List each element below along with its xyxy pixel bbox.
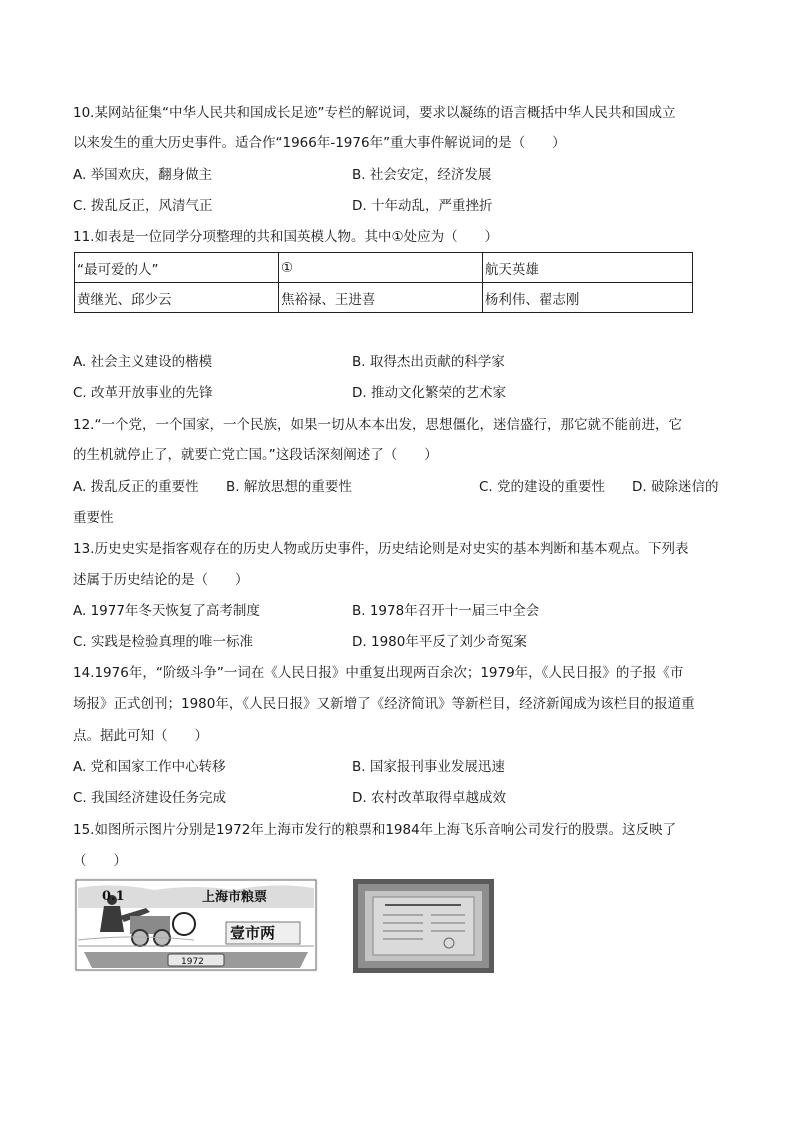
table-cell: 航天英雄	[482, 253, 692, 283]
q12-stem-line1: 12.“一个党，一个国家，一个民族，如果一切从本本出发，思想僵化，迷信盛行，那它就不能前进，它	[73, 417, 682, 433]
ticket-title: 上海市粮票	[202, 890, 268, 905]
q10-option-b[interactable]: B. 社会安定，经济发展	[352, 167, 492, 183]
table-header-row	[75, 253, 693, 283]
q11-option-a[interactable]: A. 社会主义建设的楷模	[73, 354, 213, 370]
grain-ticket-image	[74, 878, 318, 972]
q10-stem-line1: 10.某网站征集“中华人民共和国成长足迹”专栏的解说词，要求以凝练的语言概括中华人民共和国成立	[73, 105, 676, 121]
q10-option-a[interactable]: A. 举国欢庆，翻身做主	[73, 167, 213, 183]
q13-option-b[interactable]: B. 1978年召开十一届三中全会	[352, 603, 540, 619]
q14-option-a[interactable]: A. 党和国家工作中心转移	[73, 759, 226, 775]
q11-option-c[interactable]: C. 改革开放事业的先锋	[73, 385, 213, 401]
q10-option-c[interactable]: C. 拨乱反正，风清气正	[73, 198, 213, 214]
heroes-table	[74, 252, 693, 313]
q15-stem-line1: 15.如图所示图片分别是1972年上海市发行的粮票和1984年上海飞乐音响公司发行的股票。这反映了	[73, 822, 677, 838]
q11-option-b[interactable]: B. 取得杰出贡献的科学家	[352, 354, 505, 370]
q12-option-b[interactable]: B. 解放思想的重要性	[226, 479, 352, 495]
q12-option-d-tail: 重要性	[73, 510, 114, 526]
table-cell: ①	[278, 253, 482, 283]
table-cell: 黄继光、邱少云	[75, 283, 279, 313]
table-cell: “最可爱的人”	[75, 253, 279, 283]
q14-stem-line3: 点。据此可知（ ）	[73, 728, 208, 744]
q12-option-c[interactable]: C. 党的建设的重要性	[479, 479, 606, 495]
q12-option-a[interactable]: A. 拨乱反正的重要性	[73, 479, 199, 495]
table-cell: 杨利伟、翟志刚	[482, 283, 692, 313]
q10-stem-line2: 以来发生的重大历史事件。适合作“1966年-1976年”重大事件解说词的是（ ）	[73, 135, 566, 151]
q12-option-d[interactable]: D. 破除迷信的	[632, 479, 719, 495]
table-cell: 焦裕禄、王进喜	[278, 283, 482, 313]
grain-ticket-illustration	[74, 878, 318, 972]
ticket-value-mark: 0.1	[102, 889, 125, 904]
q14-option-d[interactable]: D. 农村改革取得卓越成效	[352, 790, 506, 806]
q14-option-c[interactable]: C. 我国经济建设任务完成	[73, 790, 227, 806]
table-row	[75, 283, 693, 313]
q13-stem-line1: 13.历史史实是指客观存在的历史人物或历史事件，历史结论则是对史实的基本判断和基本观点。下列表	[73, 541, 689, 557]
ticket-denomination: 壹市两	[230, 924, 276, 942]
q14-option-b[interactable]: B. 国家报刊事业发展迅速	[352, 759, 505, 775]
q13-stem-line2: 述属于历史结论的是（ ）	[73, 572, 249, 588]
q12-stem-line2: 的生机就停止了，就要亡党亡国。”这段话深刻阐述了（ ）	[73, 447, 438, 463]
q14-stem-line2: 场报》正式创刊；1980年，《人民日报》又新增了《经济简讯》等新栏目，经济新闻成为该栏目的报道重	[73, 696, 695, 712]
q15-stem-line2: （ ）	[73, 853, 127, 869]
q13-option-d[interactable]: D. 1980年平反了刘少奇冤案	[352, 634, 527, 650]
stock-certificate-image	[353, 879, 494, 973]
stock-certificate-illustration	[353, 879, 494, 973]
q11-stem-line1: 11.如表是一位同学分项整理的共和国英模人物。其中①处应为（ ）	[73, 229, 499, 245]
q11-option-d[interactable]: D. 推动文化繁荣的艺术家	[352, 385, 506, 401]
q14-stem-line1: 14.1976年，“阶级斗争”一词在《人民日报》中重复出现两百余次；1979年，《人民日报》的子报《市	[73, 665, 684, 681]
ticket-year: 1972	[181, 957, 204, 967]
q10-option-d[interactable]: D. 十年动乱，严重挫折	[352, 198, 493, 214]
q13-option-c[interactable]: C. 实践是检验真理的唯一标准	[73, 634, 254, 650]
q13-option-a[interactable]: A. 1977年冬天恢复了高考制度	[73, 603, 260, 619]
